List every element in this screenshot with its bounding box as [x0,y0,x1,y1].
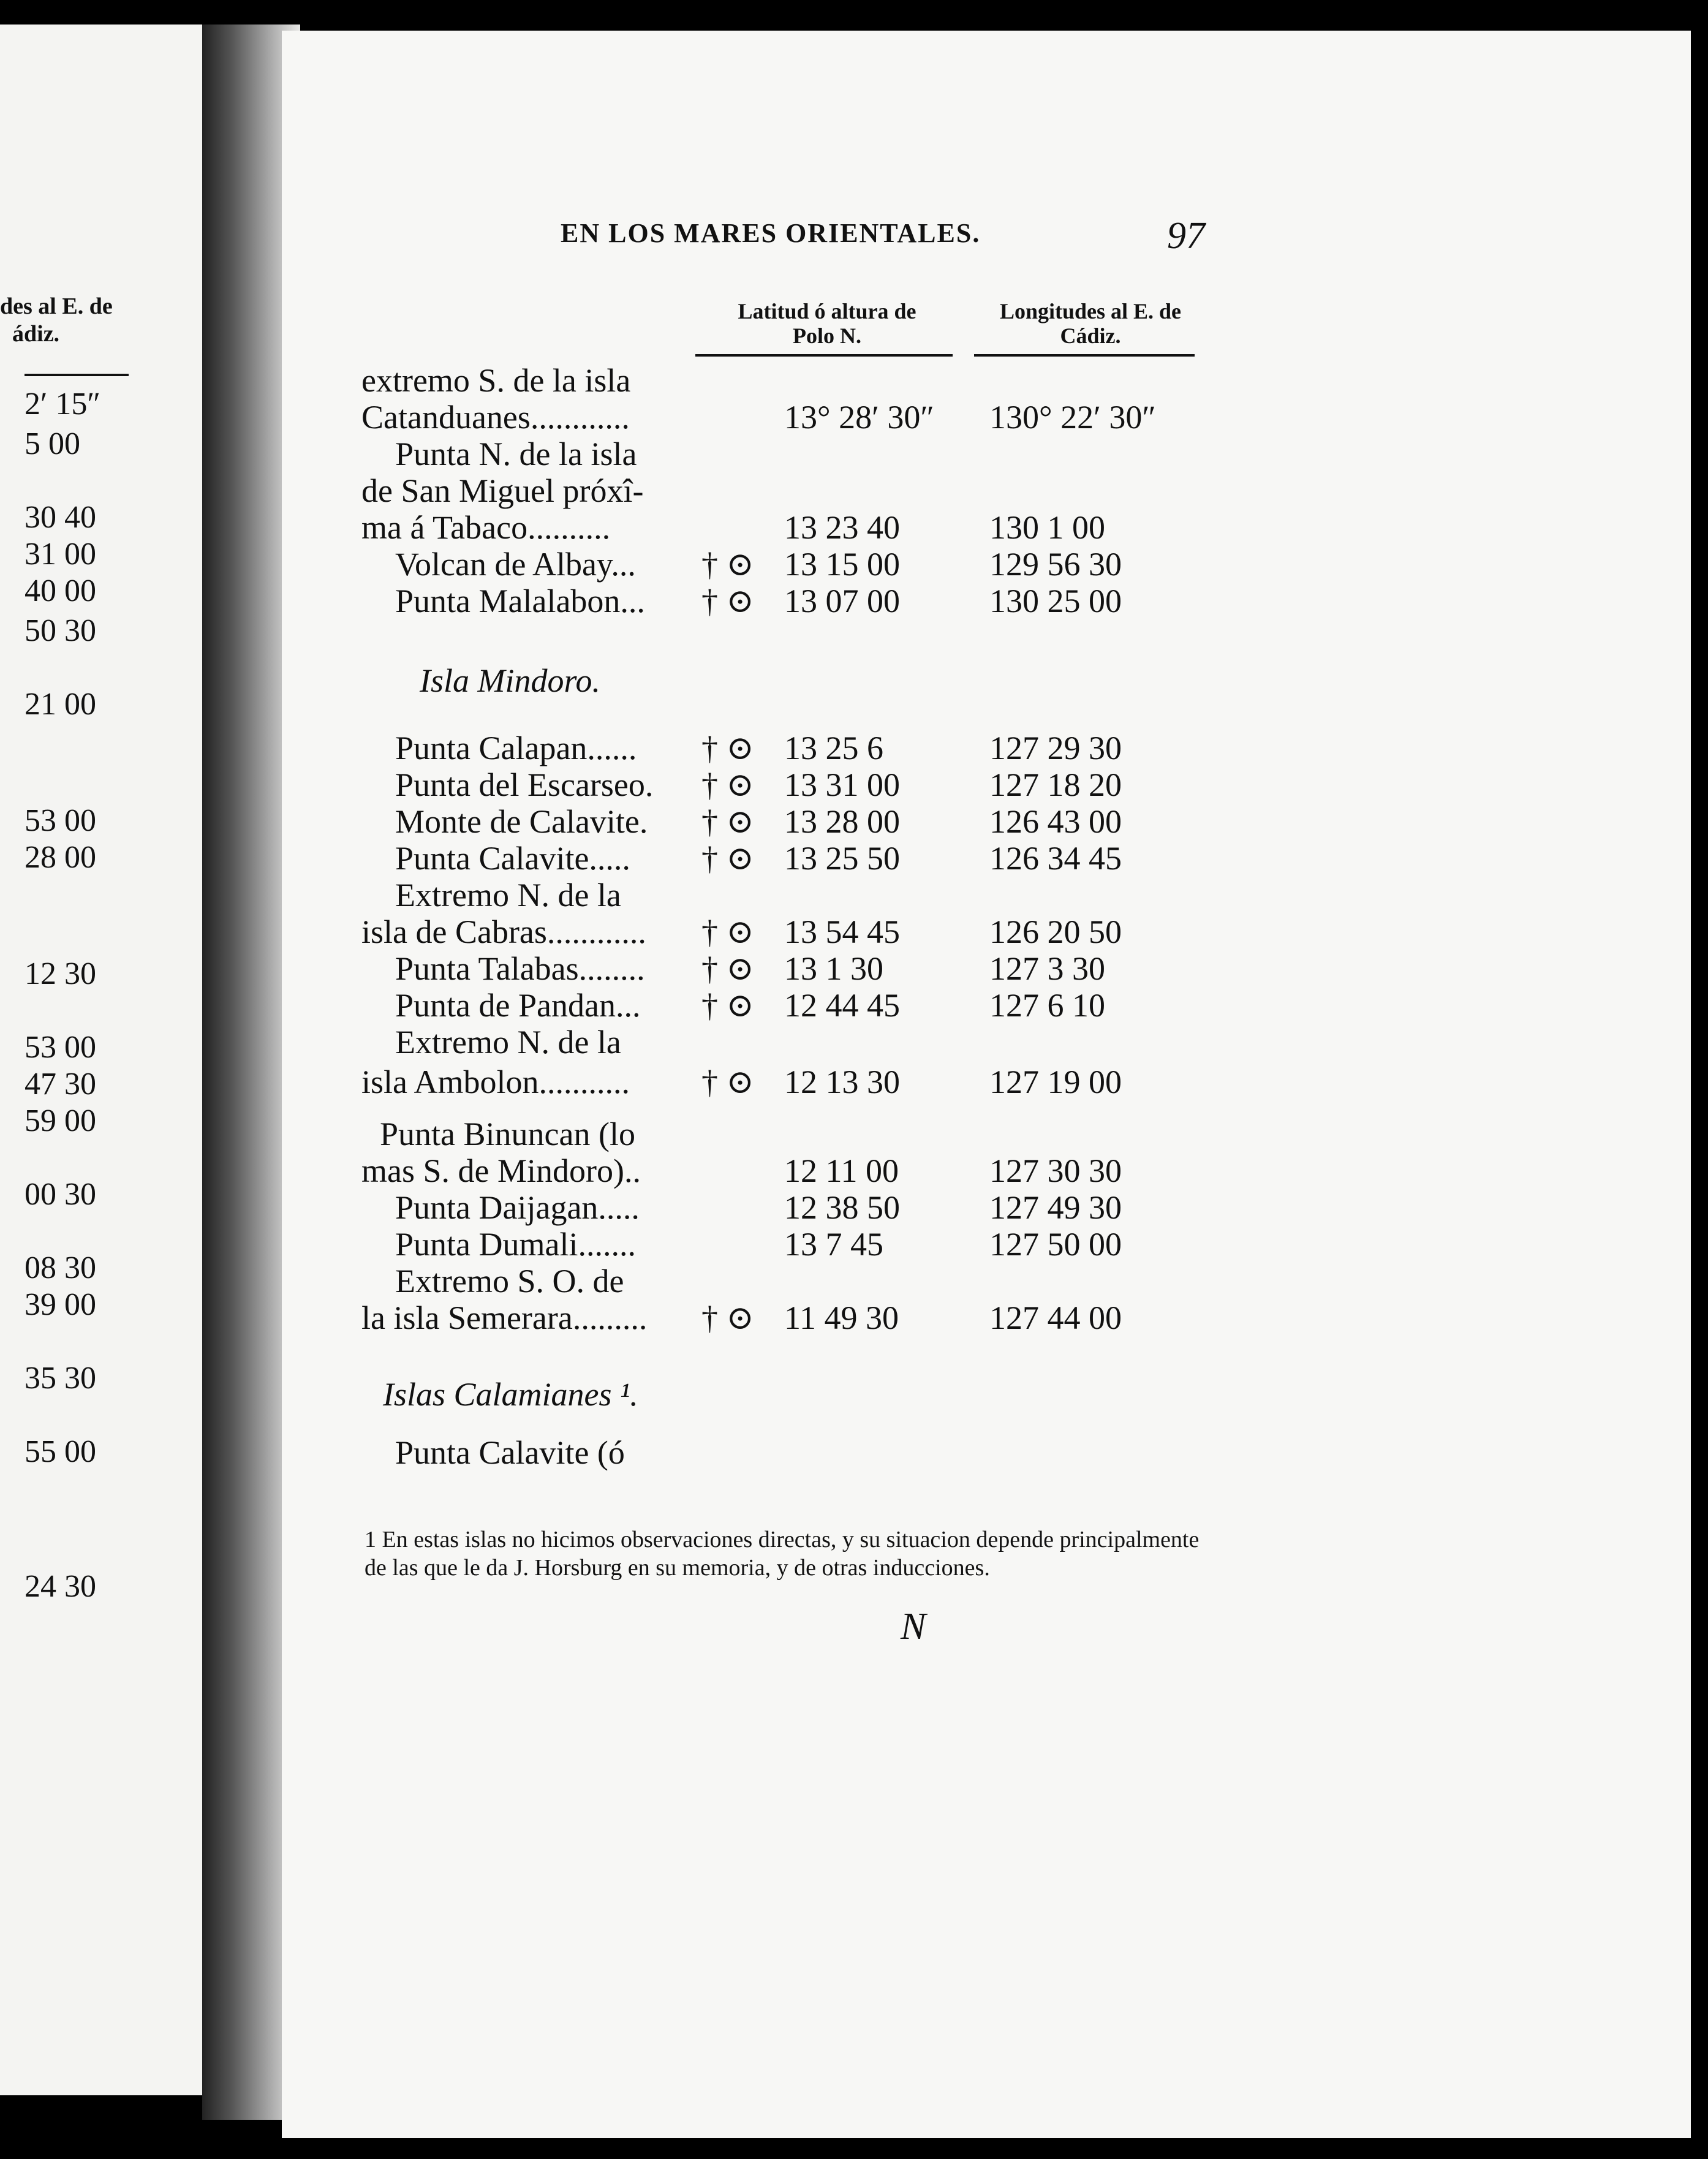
table-row [361,472,1219,510]
place-name: extremo S. de la isla [361,362,631,399]
facing-value: 08 30 [25,1250,96,1285]
observation-symbols: † ⊙ [701,546,754,583]
latitude-value: 13 07 00 [784,583,900,619]
table-row [361,1225,1219,1263]
table-row [361,1189,1219,1227]
observation-symbols: † ⊙ [701,766,754,803]
latitude-header [705,299,950,348]
longitude-value: 127 19 00 [989,1064,1122,1100]
longitude-value: 130 1 00 [989,509,1105,546]
longitude-value: 127 49 30 [989,1189,1122,1226]
place-name: isla de Cabras............ [361,913,646,950]
place-name: Extremo N. de la [395,877,621,913]
catchword: N [901,1606,926,1647]
longitude-value: 127 44 00 [989,1299,1122,1336]
latitude-header-line1: Latitud ó altura de [738,299,916,323]
facing-value: 31 00 [25,537,96,572]
longitude-value: 126 43 00 [989,803,1122,840]
latitude-value: 13 25 6 [784,730,883,766]
place-name: Extremo N. de la [395,1024,621,1061]
longitude-value: 127 29 30 [989,730,1122,766]
observation-symbols: † ⊙ [701,950,754,987]
page-number: 97 [1167,215,1205,257]
place-name: Punta Dumali....... [395,1226,636,1263]
place-name: la isla Semerara......... [361,1299,648,1336]
table-row [361,803,1219,841]
facing-value: 53 00 [25,1030,96,1065]
facing-value: 2′ 15″ [25,387,101,422]
place-name: Punta Calavite (ó [395,1434,625,1471]
table-row [361,509,1219,546]
latitude-value: 12 38 50 [784,1189,900,1226]
table-row [361,1299,1219,1337]
latitude-value: 13 1 30 [784,950,883,987]
table-row [361,398,1219,436]
latitude-value: 13 28 00 [784,803,900,840]
observation-symbols: † ⊙ [701,583,754,619]
facing-value: 39 00 [25,1287,96,1322]
table-row [361,1115,1219,1153]
longitude-value: 127 50 00 [989,1226,1122,1263]
latitude-value: 11 49 30 [784,1299,899,1336]
facing-value: 50 30 [25,613,96,648]
facing-value: 59 00 [25,1103,96,1138]
place-name: Extremo S. O. de [395,1263,624,1299]
observation-symbols: † ⊙ [701,1064,754,1100]
longitude-value: 127 18 20 [989,766,1122,803]
longitude-value: 126 20 50 [989,913,1122,950]
facing-header-2: ádiz. [12,321,60,347]
table-row [361,582,1219,620]
latitude-value: 12 44 45 [784,987,900,1024]
facing-rule [25,374,129,376]
facing-value: 53 00 [25,803,96,838]
longitude-header-line1: Longitudes al E. de [999,299,1182,323]
facing-value: 35 30 [25,1361,96,1396]
observation-symbols: † ⊙ [701,913,754,950]
observation-symbols: † ⊙ [701,730,754,766]
place-name: Monte de Calavite. [395,803,648,840]
place-name: Punta Calapan...... [395,730,637,766]
longitude-header [974,299,1207,348]
observation-symbols: † ⊙ [701,803,754,840]
table-row [361,1152,1219,1190]
table-row [361,729,1219,767]
facing-value: 00 30 [25,1177,96,1212]
facing-header-1: des al E. de [0,293,113,319]
latitude-value: 13 23 40 [784,509,900,546]
table-row [361,1434,1219,1472]
facing-value: 24 30 [25,1569,96,1604]
observation-symbols: † ⊙ [701,840,754,877]
latitude-header-line2: Polo N. [793,323,861,348]
header-rule-lon [974,354,1195,357]
longitude-value: 130° 22′ 30″ [989,399,1156,436]
place-name: Volcan de Albay... [395,546,636,583]
place-name: Punta Malalabon... [395,583,645,619]
place-name: Punta N. de la isla [395,436,637,472]
latitude-value: 13 31 00 [784,766,900,803]
longitude-header-line2: Cádiz. [1060,323,1121,348]
table-row [361,839,1219,877]
observation-symbols: † ⊙ [701,1299,754,1336]
facing-value: 28 00 [25,840,96,875]
running-head: EN LOS MARES ORIENTALES. [561,218,981,248]
place-name: de San Miguel próxî- [361,472,644,509]
header-rule-lat [695,354,953,357]
longitude-value: 126 34 45 [989,840,1122,877]
place-name: ma á Tabaco.......... [361,509,611,546]
longitude-value: 127 30 30 [989,1152,1122,1189]
latitude-value: 12 11 00 [784,1152,899,1189]
table-row [361,986,1219,1024]
table-row [361,950,1219,988]
place-name: isla Ambolon........... [361,1064,630,1100]
facing-value: 30 40 [25,500,96,535]
longitude-value: 127 6 10 [989,987,1105,1024]
section-mindoro: Isla Mindoro. [420,662,600,699]
facing-value: 12 30 [25,956,96,991]
facing-value: 55 00 [25,1434,96,1469]
latitude-value: 13° 28′ 30″ [784,399,934,436]
table-row [361,876,1219,914]
latitude-value: 13 25 50 [784,840,900,877]
latitude-value: 13 15 00 [784,546,900,583]
table-row [361,1063,1219,1101]
facing-value: 5 00 [25,426,80,461]
place-name: Punta Calavite..... [395,840,630,877]
place-name: mas S. de Mindoro).. [361,1152,641,1189]
table-row [361,545,1219,583]
table-row [361,361,1219,399]
latitude-value: 13 54 45 [784,913,900,950]
latitude-value: 12 13 30 [784,1064,900,1100]
table-row [361,1023,1219,1061]
facing-value: 40 00 [25,573,96,608]
section-calamianes: Islas Calamianes ¹. [383,1376,638,1413]
longitude-value: 130 25 00 [989,583,1122,619]
facing-page [0,25,221,2095]
table-row [361,913,1219,951]
facing-value: 21 00 [25,687,96,722]
place-name: Punta de Pandan... [395,987,641,1024]
table-row [361,435,1219,473]
facing-value: 47 30 [25,1067,96,1102]
place-name: Punta Daijagan..... [395,1189,640,1226]
observation-symbols: † ⊙ [701,987,754,1024]
latitude-value: 13 7 45 [784,1226,883,1263]
footnote: 1 En estas islas no hicimos observaciones directas, y su situacion depende principalmente de las que le da J. Horsburg en su memoria, y de otras inducciones. [365,1527,1200,1581]
place-name: Punta Talabas........ [395,950,645,987]
longitude-value: 127 3 30 [989,950,1105,987]
table-row [361,766,1219,804]
longitude-value: 129 56 30 [989,546,1122,583]
place-name: Punta del Escarseo. [395,766,654,803]
table-row [361,1262,1219,1300]
place-name: Catanduanes............ [361,399,630,436]
place-name: Punta Binuncan (lo [380,1116,635,1152]
